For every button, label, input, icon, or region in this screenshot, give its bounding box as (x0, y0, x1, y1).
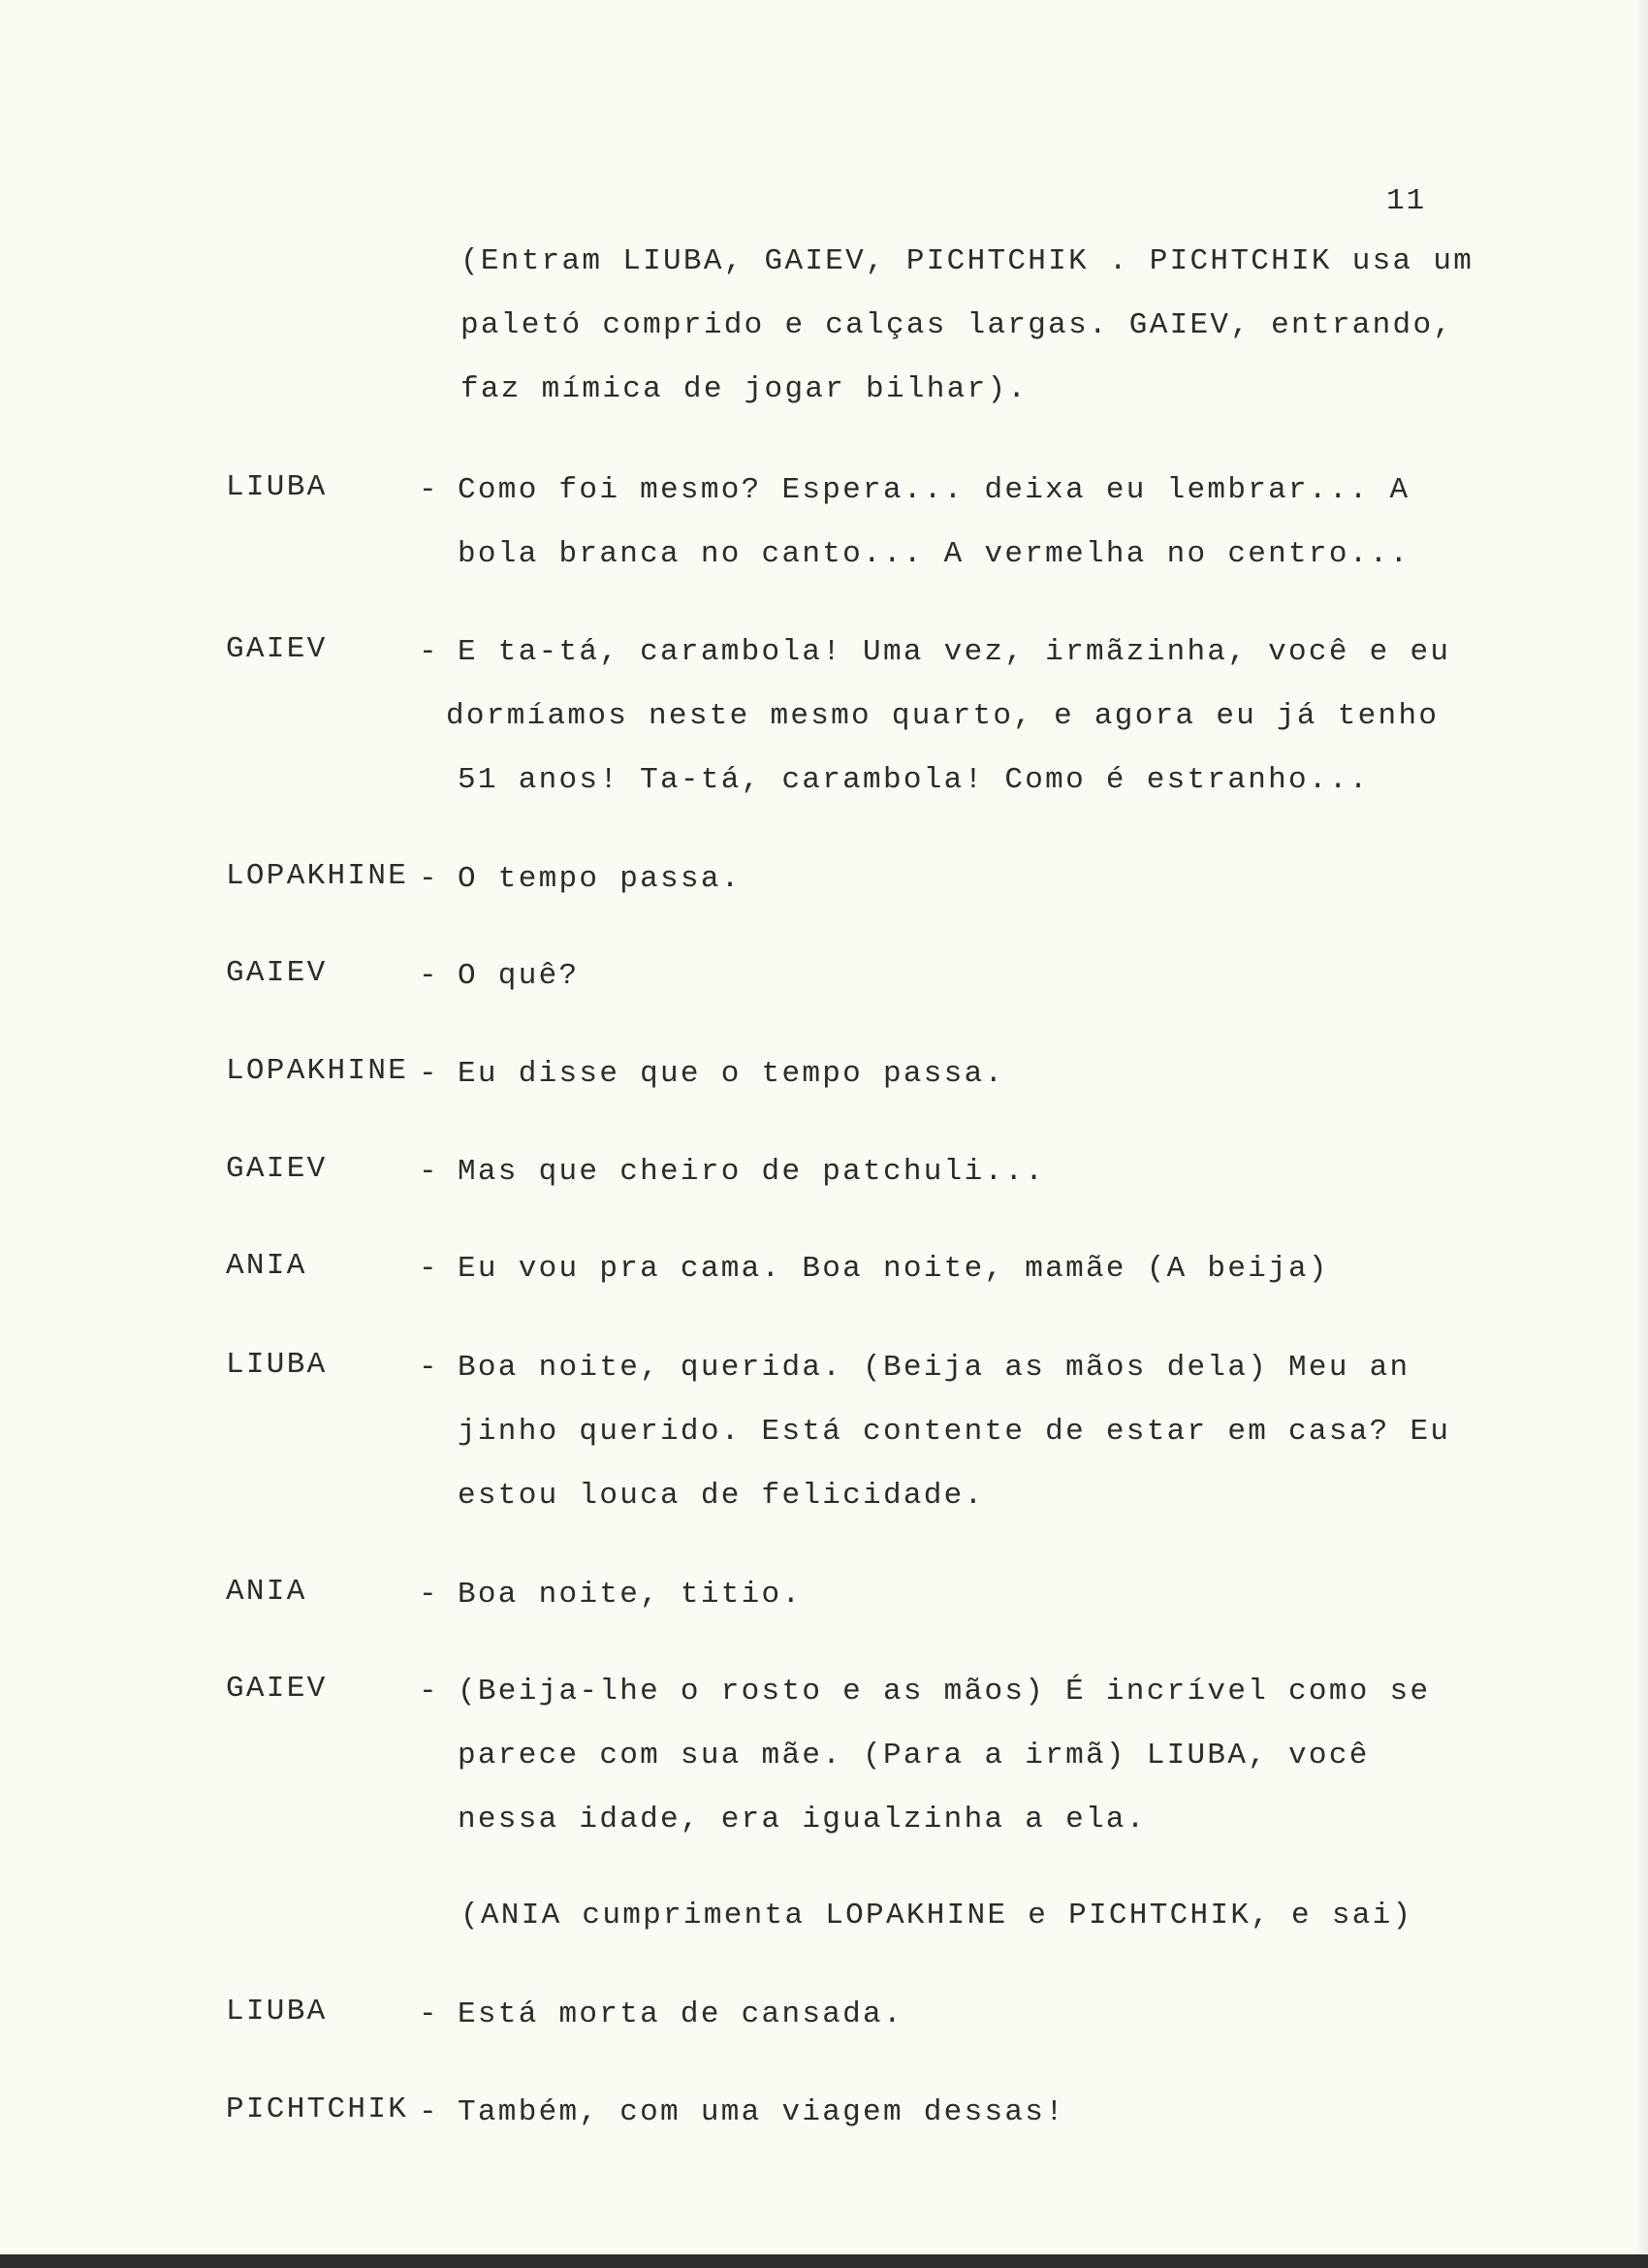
dialogue-line: jinho querido. Está contente de estar em casa? Eu (458, 1415, 1451, 1449)
dialogue-line: bola branca no canto... A vermelha no centro... (458, 537, 1410, 571)
stage-direction-line: faz mímica de jogar bilhar). (460, 372, 1029, 406)
scan-bottom-edge (0, 2254, 1648, 2268)
speaker-dash: - (419, 473, 437, 507)
dialogue-line: O quê? (458, 959, 580, 993)
dialogue-line: 51 anos! Ta-tá, carambola! Como é estranho... (458, 763, 1370, 797)
speaker-dash: - (419, 1675, 437, 1709)
speaker-dash: - (419, 1252, 437, 1286)
speaker-dash: - (419, 1351, 437, 1385)
dialogue-line: Também, com uma viagem dessas! (458, 2095, 1066, 2129)
stage-direction-line: (ANIA cumprimenta LOPAKHINE e PICHTCHIK, e sai) (460, 1899, 1413, 1933)
dialogue-line: Eu disse que o tempo passa. (458, 1057, 1005, 1091)
speaker-name: GAIEV (226, 956, 328, 990)
speaker-name: GAIEV (226, 632, 328, 666)
speaker-name: LOPAKHINE (226, 859, 409, 893)
speaker-name: LIUBA (226, 1995, 328, 2028)
dialogue-line: Como foi mesmo? Espera... deixa eu lembrar... A (458, 473, 1410, 507)
speaker-dash: - (419, 1997, 437, 2031)
dialogue-line: Mas que cheiro de patchuli... (458, 1155, 1046, 1189)
dialogue-line: parece com sua mãe. (Para a irmã) LIUBA, você (458, 1739, 1370, 1773)
dialogue-line: Está morta de cansada. (458, 1997, 903, 2031)
speaker-name: ANIA (226, 1249, 307, 1283)
stage-direction-line: (Entram LIUBA, GAIEV, PICHTCHIK . PICHTCHIK usa um (460, 244, 1474, 278)
speaker-dash: - (419, 1578, 437, 1612)
dialogue-line: estou louca de felicidade. (458, 1479, 985, 1513)
speaker-dash: - (419, 959, 437, 993)
speaker-name: ANIA (226, 1575, 307, 1609)
speaker-name: PICHTCHIK (226, 2092, 409, 2126)
speaker-dash: - (419, 1155, 437, 1189)
speaker-name: LIUBA (226, 1348, 328, 1382)
speaker-name: LIUBA (226, 470, 328, 504)
speaker-dash: - (419, 1057, 437, 1091)
paper-edge-shadow (1634, 0, 1648, 2268)
dialogue-line: (Beija-lhe o rosto e as mãos) É incrível como se (458, 1675, 1431, 1709)
speaker-name: GAIEV (226, 1152, 328, 1186)
speaker-dash: - (419, 862, 437, 896)
dialogue-line: nessa idade, era igualzinha a ela. (458, 1803, 1147, 1837)
speaker-dash: - (419, 635, 437, 669)
speaker-name: GAIEV (226, 1672, 328, 1706)
dialogue-line: E ta-tá, carambola! Uma vez, irmãzinha, você e eu (458, 635, 1451, 669)
dialogue-line: Boa noite, titio. (458, 1578, 803, 1612)
speaker-dash: - (419, 2095, 437, 2129)
dialogue-line: dormíamos neste mesmo quarto, e agora eu já tenho (446, 699, 1440, 733)
dialogue-line: Eu vou pra cama. Boa noite, mamãe (A beija) (458, 1252, 1329, 1286)
speaker-name: LOPAKHINE (226, 1054, 409, 1088)
page-number: 11 (1386, 184, 1427, 218)
dialogue-line: Boa noite, querida. (Beija as mãos dela) Meu an (458, 1351, 1410, 1385)
dialogue-line: O tempo passa. (458, 862, 742, 896)
stage-direction-line: paletó comprido e calças largas. GAIEV, entrando, (460, 308, 1454, 342)
